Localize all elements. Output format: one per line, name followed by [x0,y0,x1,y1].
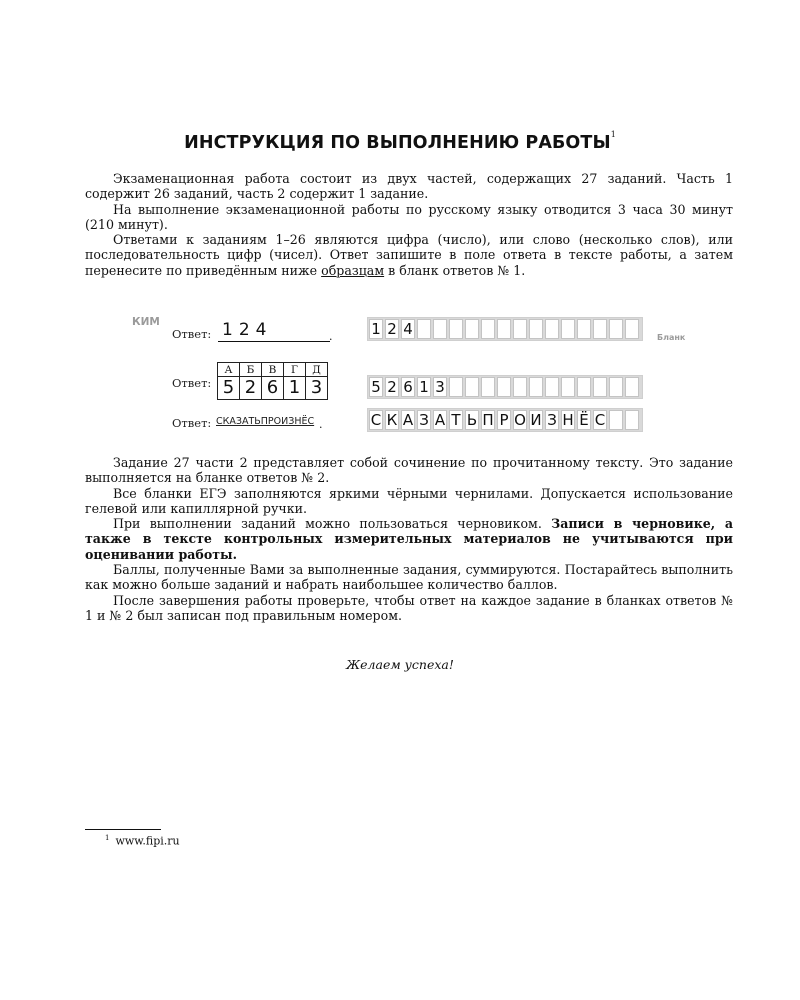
blank-cell [593,377,607,397]
blank-cell [481,319,495,339]
blank-cell [513,377,527,397]
blank-cell: Р [497,410,511,430]
blank-cell: 6 [401,377,415,397]
body-paragraph-1: Задание 27 части 2 представляет собой сочинение по прочитанному тексту. Это задание выполняется на бланке ответов № 2. [85,455,733,486]
footnote-link[interactable]: www.fipi.ru [115,834,180,848]
blank-cell [481,377,495,397]
blank-cell [577,377,591,397]
grid-value-cell: 5 [218,377,240,400]
blank-cell [545,319,559,339]
blank-cell [577,319,591,339]
blank-cell [609,410,623,430]
blank-cell: 3 [433,377,447,397]
blank-cell [529,319,543,339]
kim-label: КИМ [132,316,160,328]
answer-dot: . [319,418,323,431]
blank-cell [609,377,623,397]
blank-cell: Ё [577,410,591,430]
answer-dot: . [329,330,333,343]
intro-paragraph-3: Ответами к заданиям 1–26 являются цифра (число), или слово (несколько слов), или последовательность цифр (чисел). Ответ запишите в поле ответа в тексте работы, а затем перенесите по приведённым ниже образцам в бланк ответов № 1. [85,232,733,278]
samples-link[interactable]: образцам [321,262,385,278]
grid-header-cell: Г [284,363,306,377]
blank-cell: 4 [401,319,415,339]
blank-cell: Ь [466,411,478,429]
blank-cell [625,410,639,430]
blank-row-1 [367,317,643,341]
page-title [0,130,800,153]
blank-cell: 5 [369,377,383,397]
blank-cell [545,377,559,397]
draft-bold-text: Записи в черновике, а также в тексте контрольных измерительных материалов не учитываются при оценивании работы. [85,516,733,562]
blank-cell [529,377,543,397]
blank-cell [513,319,527,339]
blank-cell: П [482,411,494,429]
blank-cell: О [514,411,526,429]
body-paragraph-draft [85,516,733,562]
footnote-divider [85,829,161,830]
grid-header-cell: Б [240,363,262,377]
blank-cell: А [434,411,446,429]
draft-text: При выполнении заданий можно пользоваться черновиком. [113,516,542,532]
blank-cell [561,377,575,397]
blank-row-3 [367,408,643,432]
body-paragraph-4: После завершения работы проверьте, чтобы ответ на каждое задание в бланках ответов № 1 и № 2 был записан под правильным номером. [85,592,733,623]
blank-cell: К [386,411,398,429]
blank-cell [625,319,639,339]
grid-value-cell: 1 [284,377,306,400]
intro-text [85,171,733,278]
grid-header-cell: В [262,363,284,377]
footnote [105,834,180,848]
blank-cell: 2 [385,377,399,397]
blank-cell [449,319,463,339]
grid-header-cell: А [218,363,240,377]
blank-cell [449,377,463,397]
blank-cell: Т [449,410,463,430]
blank-cell: З [417,410,431,430]
intro-paragraph-2: На выполнение экзаменационной работы по русскому языку отводится 3 часа 30 минут (210 минут). [85,201,733,232]
blank-cell: С [594,411,606,429]
blank-cell [561,319,575,339]
blank-cell: С [370,411,382,429]
answer-grid [217,362,328,400]
grid-value-cell: 3 [306,377,328,400]
footnote-number: 1 [105,834,110,842]
blank-cell [497,319,511,339]
body-paragraph-3: Баллы, полученные Вами за выполненные задания, суммируются. Постарайтесь выполнить как можно больше заданий и набрать наибольшее количество баллов. [85,562,733,593]
footnote-mark: 1 [610,130,616,140]
blank-cell: А [402,411,414,429]
grid-header-cell: Д [306,363,328,377]
answer-line-1: 124 [218,320,330,342]
answer-label-3: Ответ: [172,416,212,430]
blank-cell: И [530,411,542,429]
blank-row-2 [367,375,643,399]
blank-label: Бланк [657,333,686,342]
blank-cell [497,377,511,397]
blank-cell [593,319,607,339]
blank-cell: Н [562,411,574,429]
blank-cell [465,319,479,339]
blank-cell: 1 [417,377,431,397]
blank-cell [609,319,623,339]
answer-word: СКАЗАТЬПРОИЗНЁС [216,416,315,427]
blank-cell: З [545,410,559,430]
closing-wish: Желаем успеха! [346,657,454,672]
blank-cell: 2 [385,319,399,339]
grid-value-cell: 6 [262,377,284,400]
grid-value-cell: 2 [240,377,262,400]
blank-cell [417,319,431,339]
body-paragraph-2: Все бланки ЕГЭ заполняются яркими чёрными чернилами. Допускается использование гелевой или капиллярной ручки. [85,485,733,516]
intro-paragraph-1: Экзаменационная работа состоит из двух частей, содержащих 27 заданий. Часть 1 содержит 26 заданий, часть 2 содержит 1 задание. [85,171,733,202]
body-text [85,455,733,623]
blank-cell: 1 [369,319,383,339]
blank-cell [625,377,639,397]
answer-label-1: Ответ: [172,327,212,341]
blank-cell [433,319,447,339]
answer-label-2: Ответ: [172,376,212,390]
blank-cell [465,377,479,397]
title-text: ИНСТРУКЦИЯ ПО ВЫПОЛНЕНИЮ РАБОТЫ [184,133,611,153]
